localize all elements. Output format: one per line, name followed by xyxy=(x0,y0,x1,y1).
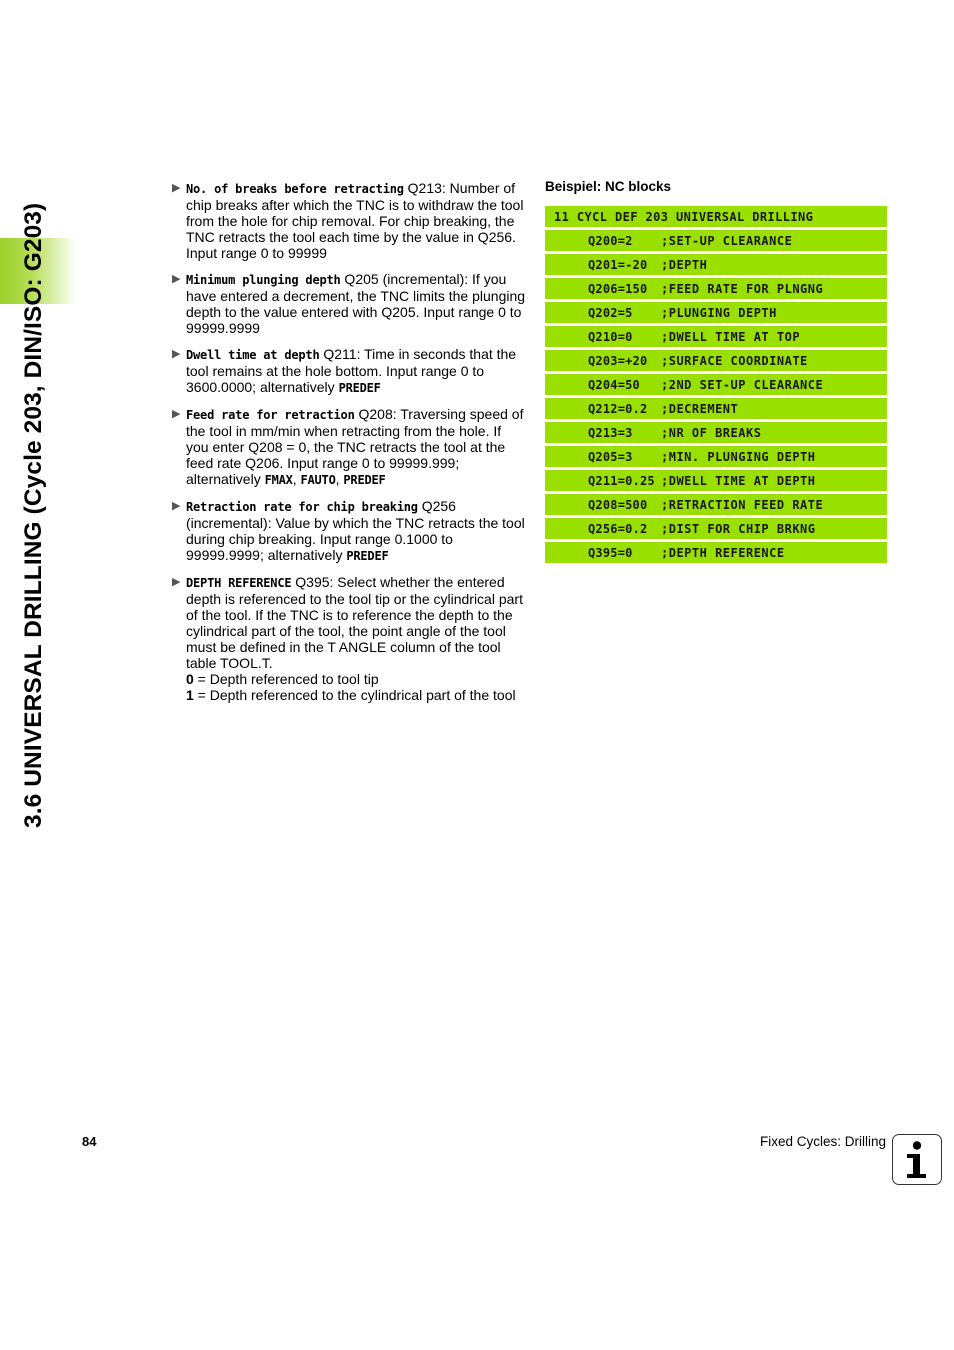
nc-param: Q203=+20 xyxy=(588,353,648,368)
nc-param: Q205=3 xyxy=(588,449,633,464)
nc-block xyxy=(545,374,887,395)
param-text: Q211: Time in seconds that the tool remains at the hole bottom. Input range 0 to 3600.0000; xyxy=(186,346,517,395)
param-keyword: No. of breaks before retracting xyxy=(186,182,404,196)
nc-comment: ;DWELL TIME AT TOP xyxy=(661,329,801,344)
nc-param: Q201=-20 xyxy=(588,257,648,272)
triangle-right-icon: ▶ xyxy=(172,500,181,512)
nc-comment: ;MIN. PLUNGING DEPTH xyxy=(661,449,816,464)
nc-block xyxy=(545,254,887,275)
param-alt-sep: , xyxy=(335,471,344,487)
param-item xyxy=(172,574,526,703)
nc-block xyxy=(545,494,887,515)
nc-comment: ;DWELL TIME AT DEPTH xyxy=(661,473,816,488)
param-text: Q213: Number of chip breaks after which the TNC is to withdraw the tool from the hole for chip removal. For chip breaking, the TNC retracts the tool each time by the value in Q256. Input range 0 to 99999 xyxy=(186,180,524,261)
nc-block xyxy=(545,230,887,251)
nc-block xyxy=(545,542,887,563)
nc-comment: ;FEED RATE FOR PLNGNG xyxy=(661,281,824,296)
triangle-right-icon: ▶ xyxy=(172,182,181,194)
nc-param: Q211=0.25 xyxy=(588,473,655,488)
nc-block xyxy=(545,446,887,467)
nc-comment: ;SET-UP CLEARANCE xyxy=(661,233,793,248)
param-alt-prefix: alternatively xyxy=(256,379,339,395)
nc-param: Q200=2 xyxy=(588,233,633,248)
nc-comment: ;2ND SET-UP CLEARANCE xyxy=(661,377,824,392)
param-alt-value: FAUTO xyxy=(300,473,336,487)
nc-comment: ;NR OF BREAKS xyxy=(661,425,762,440)
param-item xyxy=(172,180,526,261)
param-alt-value: FMAX xyxy=(264,473,293,487)
param-text: Q205 (incremental): If you have entered a decrement, the TNC limits the plunging depth to the value entered with Q205. Input range 0 to 99999.9999 xyxy=(186,271,526,336)
param-keyword: Retraction rate for chip breaking xyxy=(186,500,418,514)
nc-param: Q256=0.2 xyxy=(588,521,648,536)
param-text: Q208: Traversing speed of the tool in mm/min when retracting from the hole. If you enter Q208 = 0, the TNC retracts the tool at the feed rate Q206. Input range 0 to 99999.999; xyxy=(186,406,524,471)
nc-param: Q208=500 xyxy=(588,497,648,512)
nc-comment: ;RETRACTION FEED RATE xyxy=(661,497,824,512)
nc-block xyxy=(545,278,887,299)
info-icon xyxy=(892,1134,942,1185)
nc-param: Q202=5 xyxy=(588,305,633,320)
param-item xyxy=(172,498,526,564)
nc-program xyxy=(545,206,887,566)
option-label: = Depth referenced to the cylindrical part of the tool xyxy=(193,687,516,703)
triangle-right-icon: ▶ xyxy=(172,576,181,588)
param-keyword: DEPTH REFERENCE xyxy=(186,576,292,590)
page-number: 84 xyxy=(82,1134,97,1149)
param-text: Q256 (incremental): Value by which the TNC retracts the tool during chip breaking. Input range 0.1000 to 99999.9999; xyxy=(186,498,525,563)
option-value: 1 xyxy=(186,687,194,703)
chapter-title: Fixed Cycles: Drilling xyxy=(759,1134,886,1149)
example-title: Beispiel: NC blocks xyxy=(545,179,672,194)
param-alt-prefix: alternatively xyxy=(263,547,347,563)
param-text: Q395: Select whether the entered depth is referenced to the tool tip or the cylindrical part of the tool. If the TNC is to reference the depth to the cylindrical part of the tool, the point angle of the tool must be defined in the T ANGLE column of the tool table TOOL.T. xyxy=(186,574,523,671)
nc-comment: ;SURFACE COORDINATE xyxy=(661,353,808,368)
nc-param: Q204=50 xyxy=(588,377,640,392)
param-alt-value: PREDEF xyxy=(346,549,389,563)
nc-param: Q395=0 xyxy=(588,545,633,560)
param-keyword: Feed rate for retraction xyxy=(186,408,355,422)
param-alt-sep: , xyxy=(292,471,301,487)
option-label: = Depth referenced to tool tip xyxy=(193,671,379,687)
nc-comment: ;DECREMENT xyxy=(661,401,739,416)
param-item xyxy=(172,271,526,336)
nc-comment: ;DIST FOR CHIP BRKNG xyxy=(661,521,816,536)
section-heading: 3.6 UNIVERSAL DRILLING (Cycle 203, DIN/ISO: G203) xyxy=(20,202,47,828)
param-alt-value: PREDEF xyxy=(338,381,381,395)
parameter-list xyxy=(172,180,526,713)
param-alt-value: PREDEF xyxy=(343,473,386,487)
nc-block xyxy=(545,326,887,347)
nc-block xyxy=(545,398,887,419)
nc-param: Q212=0.2 xyxy=(588,401,648,416)
param-alt-prefix: alternatively xyxy=(186,471,265,487)
option-value: 0 xyxy=(186,671,194,687)
param-keyword: Dwell time at depth xyxy=(186,348,320,362)
triangle-right-icon: ▶ xyxy=(172,348,181,360)
triangle-right-icon: ▶ xyxy=(172,408,181,420)
param-item xyxy=(172,406,526,488)
nc-comment: ;DEPTH xyxy=(661,257,708,272)
param-item xyxy=(172,346,526,396)
triangle-right-icon: ▶ xyxy=(172,273,181,285)
nc-param: Q213=3 xyxy=(588,425,633,440)
nc-param: Q210=0 xyxy=(588,329,633,344)
nc-block xyxy=(545,350,887,371)
nc-block xyxy=(545,206,887,227)
param-keyword: Minimum plunging depth xyxy=(186,273,341,287)
nc-block xyxy=(545,302,887,323)
nc-comment: ;PLUNGING DEPTH xyxy=(661,305,777,320)
nc-comment: ;DEPTH REFERENCE xyxy=(661,545,785,560)
nc-block xyxy=(545,470,887,491)
nc-line: 11 CYCL DEF 203 UNIVERSAL DRILLING xyxy=(554,209,814,224)
nc-param: Q206=150 xyxy=(588,281,648,296)
nc-block xyxy=(545,422,887,443)
nc-block xyxy=(545,518,887,539)
